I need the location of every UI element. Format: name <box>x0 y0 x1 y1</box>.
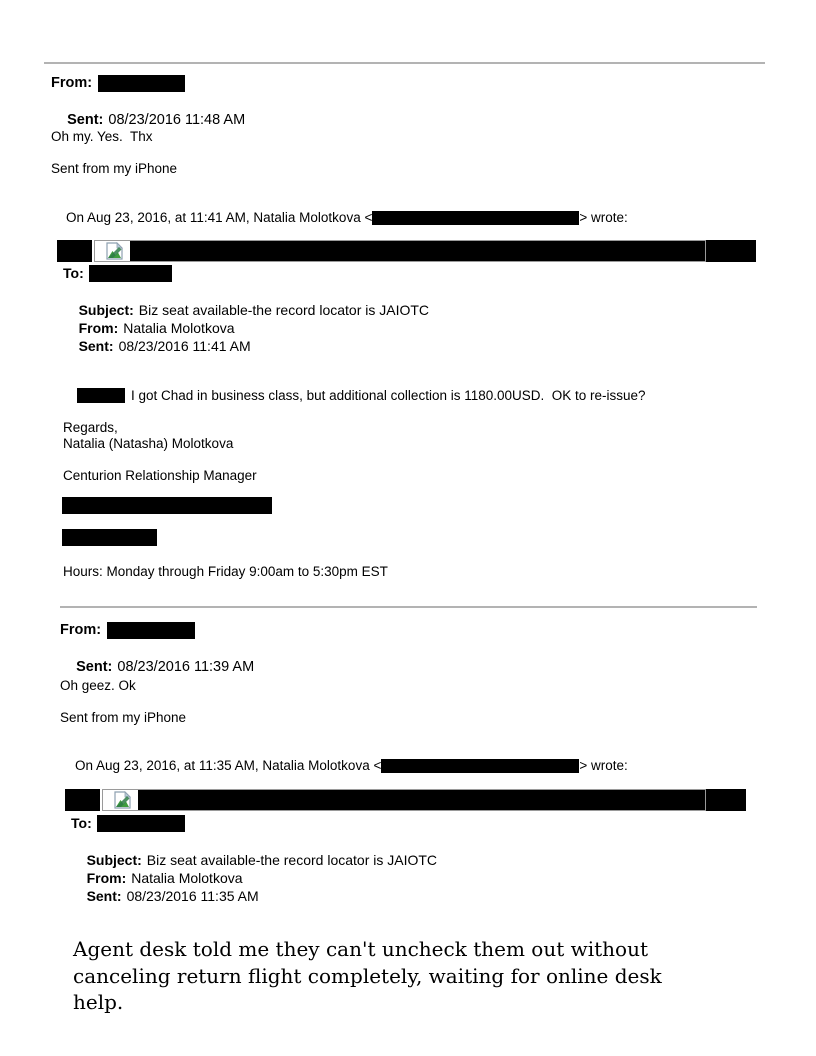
message2-from-line <box>60 621 195 639</box>
redaction-signature-phone <box>62 497 272 514</box>
sent-label: Sent: <box>67 112 104 128</box>
message1-body-line: Oh my. Yes. Thx <box>51 129 153 144</box>
sent-label: Sent: <box>86 888 122 904</box>
quoted1-body-text: I got Chad in business class, but additional collection is 1180.00USD. OK to re-issue? <box>131 388 646 403</box>
redaction-name <box>77 388 125 403</box>
message1-signature-line: Sent from my iPhone <box>51 161 178 176</box>
broken-image-placeholder <box>102 789 706 811</box>
quoted2-body-paragraph <box>73 936 718 1016</box>
quote-intro-tail: > wrote: <box>579 758 628 773</box>
subject-label: Subject: <box>86 852 142 868</box>
from-label: From: <box>86 870 127 886</box>
sent-label: Sent: <box>78 338 114 354</box>
broken-image-placeholder <box>94 240 706 262</box>
from-label: From: <box>51 75 93 91</box>
body-text-line: canceling return flight completely, waiting for online desk <box>73 963 662 988</box>
redaction-block <box>65 789 100 811</box>
body-text-line: help. <box>73 990 124 1014</box>
signature-title: Centurion Relationship Manager <box>63 468 257 483</box>
to-label: To: <box>63 265 84 281</box>
sent-value: 08/23/2016 11:35 AM <box>126 888 259 904</box>
redaction-block <box>706 789 746 811</box>
message1-from-line <box>51 74 185 92</box>
redaction-block <box>57 240 92 262</box>
redaction-overlay <box>130 241 705 261</box>
quoted2-sent-line <box>71 869 259 923</box>
redaction-from-address <box>107 622 195 639</box>
quoted1-to-line <box>63 264 172 282</box>
from-label: From: <box>78 320 119 336</box>
quote-intro-text: On Aug 23, 2016, at 11:41 AM, Natalia Molotkova < <box>66 210 373 225</box>
redaction-overlay <box>138 790 705 810</box>
separator-line <box>60 606 757 608</box>
broken-image-icon <box>114 791 131 809</box>
redaction-email-address <box>372 211 579 225</box>
message2-signature-line: Sent from my iPhone <box>60 710 187 725</box>
quoted1-redacted-banner <box>57 240 756 262</box>
signature-name: Natalia (Natasha) Molotkova <box>63 436 234 451</box>
sent-value: 08/23/2016 11:39 AM <box>117 659 255 675</box>
sent-value: 08/23/2016 11:48 AM <box>108 112 246 128</box>
from-value: Natalia Molotkova <box>123 320 235 336</box>
quoted2-to-line <box>71 814 185 832</box>
message2-quote-intro <box>60 740 628 791</box>
message2-body-line: Oh geez. Ok <box>60 678 136 693</box>
sent-label: Sent: <box>76 659 113 675</box>
separator-line <box>44 62 765 64</box>
quoted1-body-line <box>62 370 646 421</box>
from-value: Natalia Molotkova <box>131 870 243 886</box>
broken-image-icon <box>106 242 123 260</box>
quoted2-redacted-banner <box>65 789 746 811</box>
redaction-to-address <box>89 265 172 282</box>
redaction-to-address <box>97 815 185 832</box>
signature-regards: Regards, <box>63 420 118 435</box>
quoted1-sent-line <box>63 319 251 373</box>
body-text-line: Agent desk told me they can't uncheck them out without <box>73 937 648 961</box>
quote-intro-text: On Aug 23, 2016, at 11:35 AM, Natalia Molotkova < <box>75 758 382 773</box>
redaction-signature-extension <box>62 529 157 546</box>
subject-value: Biz seat available-the record locator is JAIOTC <box>146 852 438 868</box>
redaction-email-address <box>381 759 579 773</box>
sent-value: 08/23/2016 11:41 AM <box>118 338 251 354</box>
subject-value: Biz seat available-the record locator is JAIOTC <box>138 302 430 318</box>
signature-hours: Hours: Monday through Friday 9:00am to 5:30pm EST <box>63 564 388 579</box>
to-label: To: <box>71 815 92 831</box>
redaction-from-address <box>98 75 185 92</box>
quote-intro-tail: > wrote: <box>579 210 628 225</box>
from-label: From: <box>60 622 102 638</box>
message1-quote-intro <box>51 192 628 243</box>
subject-label: Subject: <box>78 302 134 318</box>
redaction-block <box>706 240 756 262</box>
